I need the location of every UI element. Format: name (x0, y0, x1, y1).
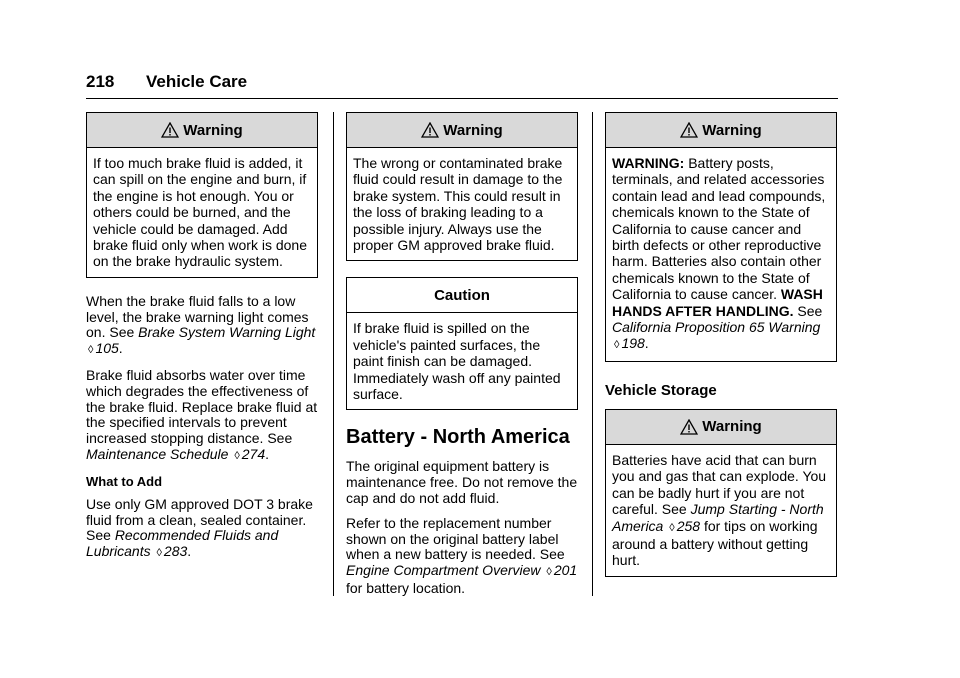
header-rule (86, 98, 838, 99)
cross-reference-link[interactable]: Recommended Fluids and Lubricants (86, 527, 279, 560)
warning-text: Batteries have acid that can burn you and gas that can explode. You can be badly hurt if you are not careful. See Jump Starting - North America ◊ 258 for tips on working around a battery without getting hurt. (612, 451, 827, 569)
paragraph: Refer to the replacement number shown on the original battery label when a new battery is needed. See Engine Compartment Overview ◊ 201 for battery location. (346, 514, 578, 597)
cross-reference-link[interactable]: Engine Compartment Overview (346, 562, 541, 579)
paragraph: Brake fluid absorbs water over time which degrades the effectiveness of the brake fluid. Replace brake fluid at the specified intervals to prevent increased stopping distance. See Maintenance Schedule ◊ 274. (86, 367, 318, 463)
page-ref-number[interactable]: 105 (95, 340, 119, 357)
section-title: Vehicle Care (146, 72, 248, 91)
warning-header (606, 410, 836, 445)
caution-box (346, 277, 578, 410)
page-ref-icon: ◊ (546, 566, 552, 579)
warning-header (606, 113, 836, 148)
warning-title: Warning (702, 121, 762, 139)
page-ref-icon: ◊ (156, 547, 162, 560)
warning-text: WARNING: Battery posts, terminals, and related accessories contain lead and lead compounds, chemicals known to the State of California to cause cancer and birth defects or other reproductive harm. Batteries also contain other chemicals known to the State of California to cause cancer. WASH HANDS AFTER HANDLING. See California Proposition 65 Warning ◊ 198. (612, 155, 826, 352)
page-ref-icon: ◊ (88, 344, 94, 357)
paragraph: When the brake fluid falls to a low level, the brake warning light comes on. See Brake System Warning Light ◊ 105. (86, 292, 316, 357)
warning-box (605, 112, 837, 362)
warning-text: The wrong or contaminated brake fluid could result in damage to the brake system. This could result in the loss of braking leading to a possible injury. Always use the proper GM approved brake fluid. (353, 155, 563, 254)
subheading: What to Add (86, 473, 163, 489)
column-divider (333, 112, 334, 596)
warning-header (347, 113, 577, 148)
section-heading: Vehicle Storage (605, 381, 717, 399)
page-ref-icon: ◊ (669, 521, 675, 534)
page-ref-number[interactable]: 283 (163, 543, 188, 560)
page-number: 218 (86, 72, 115, 91)
page-ref-number[interactable]: 201 (553, 562, 578, 579)
page-ref-number[interactable]: 258 (676, 517, 701, 534)
cross-reference-link[interactable]: Maintenance Schedule (86, 446, 229, 463)
warning-text: If too much brake fluid is added, it can spill on the engine and burn, if the engine is hot enough. You or others could be burned, and the vehicle could be damaged. Add brake fluid only when work is done on the brake hydraulic system. (93, 155, 308, 270)
warning-title: Warning (443, 121, 503, 139)
caution-title: Caution (434, 286, 490, 304)
column-3 (605, 112, 837, 593)
column-2 (346, 112, 578, 606)
page-ref-icon: ◊ (234, 450, 240, 463)
warning-icon (161, 122, 179, 138)
page-ref-number[interactable]: 274 (241, 446, 266, 463)
section-heading: Battery - North America (346, 426, 570, 449)
warning-icon (680, 419, 698, 435)
page-header (86, 72, 247, 92)
caution-header (347, 278, 577, 313)
page-ref-number[interactable]: 198 (621, 335, 645, 352)
warning-icon (421, 122, 439, 138)
warning-header (87, 113, 317, 148)
cross-reference-link[interactable]: California Proposition 65 Warning (612, 319, 821, 336)
column-1 (86, 112, 318, 571)
warning-box (86, 112, 318, 278)
cross-reference-link[interactable]: Jump Starting - North America (612, 501, 824, 534)
warning-icon (680, 122, 698, 138)
warning-title: Warning (702, 418, 762, 436)
page-ref-icon: ◊ (614, 339, 620, 352)
paragraph: The original equipment battery is maintenance free. Do not remove the cap and do not add fluid. (346, 458, 578, 507)
warning-box (346, 112, 578, 261)
cross-reference-link[interactable]: Brake System Warning Light (138, 324, 316, 341)
paragraph: Use only GM approved DOT 3 brake fluid from a clean, sealed container. See Recommended Fluids and Lubricants ◊ 283. (86, 495, 313, 560)
warning-box (605, 409, 837, 577)
column-divider (592, 112, 593, 596)
caution-text: If brake fluid is spilled on the vehicle's painted surfaces, the paint finish can be damaged. Immediately wash off any painted surface. (353, 320, 561, 403)
warning-title: Warning (183, 121, 243, 139)
